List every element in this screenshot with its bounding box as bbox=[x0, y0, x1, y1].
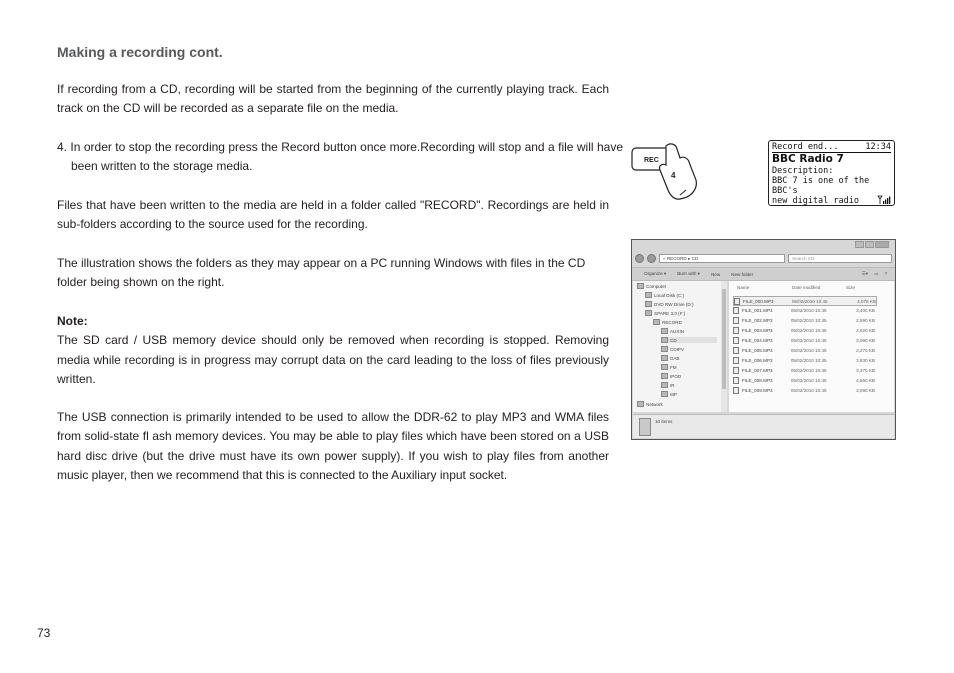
file-row[interactable]: FILE_001.MP3 05/02/2010 10:45 3,400 KB bbox=[733, 306, 875, 314]
record-button-illustration bbox=[630, 140, 702, 202]
tree-item-fm[interactable]: FM bbox=[661, 364, 677, 370]
file-list-pane bbox=[729, 281, 894, 412]
note-title: Note: bbox=[57, 314, 88, 328]
display-line-3: Description: bbox=[772, 166, 834, 176]
file-row[interactable]: FILE_006.MP3 05/02/2010 10:45 3,830 KB bbox=[733, 356, 875, 364]
tree-item-cd[interactable]: CD bbox=[661, 337, 717, 343]
navigation-pane bbox=[633, 281, 721, 412]
audio-file-icon bbox=[733, 347, 739, 354]
search-input[interactable]: Search CD bbox=[788, 254, 892, 263]
tree-item-dvd-drive[interactable]: DVD RW Drive (D:) bbox=[645, 301, 693, 307]
network-icon bbox=[637, 401, 644, 407]
item-count: 10 items bbox=[655, 419, 673, 424]
audio-file-icon bbox=[733, 367, 739, 374]
file-row[interactable]: FILE_007.MP3 05/02/2010 10:45 3,370 KB bbox=[733, 366, 875, 374]
burn-button[interactable]: Burn with ▾ bbox=[677, 271, 700, 276]
folder-icon bbox=[661, 391, 668, 397]
audio-file-icon bbox=[733, 357, 739, 364]
folder-icon bbox=[661, 364, 668, 370]
audio-file-icon bbox=[733, 307, 739, 314]
audio-file-icon bbox=[733, 317, 739, 324]
forward-button[interactable] bbox=[647, 254, 656, 263]
preview-pane-icon[interactable]: ▭ bbox=[874, 271, 879, 276]
tree-item-ir[interactable]: IR bbox=[661, 382, 675, 388]
note-body: The SD card / USB memory device should only be removed when recording is stopped. Removing media while recording is in progress may corrupt data on the card leading to the loss of files previously written. bbox=[57, 333, 609, 386]
tree-item-cdipv[interactable]: CDIPV bbox=[661, 346, 684, 352]
organize-button[interactable]: Organize ▾ bbox=[644, 271, 667, 276]
tree-item-auxin[interactable]: AUXIN bbox=[661, 328, 684, 334]
page-number: 73 bbox=[37, 626, 51, 640]
usb-drive-icon bbox=[645, 310, 652, 316]
tree-item-record[interactable]: RECORD bbox=[653, 319, 682, 325]
audio-file-icon bbox=[733, 377, 739, 384]
close-button[interactable] bbox=[875, 241, 889, 248]
note-block bbox=[57, 312, 609, 389]
step-number: 4 bbox=[671, 171, 676, 180]
tree-item-network[interactable]: Network bbox=[637, 401, 663, 407]
column-header-name[interactable]: Name bbox=[737, 285, 750, 290]
folder-icon bbox=[661, 373, 668, 379]
display-line-4: BBC 7 is one of the BBC's bbox=[772, 176, 870, 196]
audio-file-icon bbox=[733, 327, 739, 334]
file-row[interactable]: FILE_000.MP3 05/02/2010 10:45 4,076 KB bbox=[733, 296, 877, 306]
folder-icon bbox=[661, 328, 668, 334]
signal-strength-icon bbox=[877, 195, 891, 204]
display-line-5: new digital radio bbox=[772, 196, 859, 206]
display-status: Record end... bbox=[772, 142, 839, 152]
minimize-button[interactable] bbox=[855, 241, 864, 248]
record-folder-paragraph: Files that have been written to the media are held in a folder called "RECORD". Recordings are held in sub-folders according to the source used for the recording. bbox=[57, 198, 609, 232]
tree-item-spare-drive[interactable]: SPARE 3.0 (F:) bbox=[645, 310, 685, 316]
column-header-date[interactable]: Date modified bbox=[792, 285, 821, 290]
audio-file-icon bbox=[733, 337, 739, 344]
section-heading: Making a recording cont. bbox=[57, 44, 223, 60]
folder-icon bbox=[661, 382, 668, 388]
tree-item-ipod[interactable]: IPOD bbox=[661, 373, 681, 379]
drive-icon bbox=[645, 292, 652, 298]
radio-display bbox=[768, 140, 895, 206]
step-4-paragraph: 4. In order to stop the recording press the Record button once more.Recording will stop and a file will have been written to the storage media. bbox=[57, 140, 623, 174]
tree-item-computer[interactable]: Computer bbox=[637, 283, 666, 289]
window-titlebar bbox=[632, 240, 895, 252]
scrollbar-thumb[interactable] bbox=[722, 289, 726, 389]
dvd-drive-icon bbox=[645, 301, 652, 307]
address-bar[interactable]: « RECORD ▸ CD bbox=[659, 254, 785, 263]
file-row[interactable]: FILE_008.MP3 05/02/2010 10:45 4,550 KB bbox=[733, 376, 875, 384]
navigation-scrollbar[interactable] bbox=[721, 281, 727, 412]
help-icon[interactable]: ? bbox=[884, 271, 887, 276]
file-row[interactable]: FILE_009.MP3 05/02/2010 10:45 3,090 KB bbox=[733, 386, 875, 394]
explorer-toolbar bbox=[632, 267, 895, 281]
computer-icon bbox=[637, 283, 644, 289]
views-button[interactable]: ☰▾ bbox=[861, 271, 869, 276]
details-pane bbox=[633, 414, 894, 438]
audio-file-icon bbox=[733, 387, 739, 394]
audio-file-icon bbox=[734, 298, 740, 305]
folder-icon bbox=[653, 319, 660, 325]
display-time: 12:34 bbox=[865, 142, 891, 152]
file-row[interactable]: FILE_004.MP3 05/02/2010 10:45 3,090 KB bbox=[733, 336, 875, 344]
folder-icon bbox=[661, 355, 668, 361]
new-button[interactable]: New bbox=[710, 271, 721, 277]
rec-label: REC bbox=[644, 157, 659, 164]
maximize-button[interactable] bbox=[865, 241, 874, 248]
new-folder-button[interactable]: New folder bbox=[731, 271, 754, 277]
folder-icon bbox=[661, 346, 668, 352]
folder-icon bbox=[639, 418, 651, 436]
file-row[interactable]: FILE_002.MP3 05/02/2010 10:45 2,590 KB bbox=[733, 316, 875, 324]
tree-item-dab[interactable]: DAB bbox=[661, 355, 679, 361]
back-button[interactable] bbox=[635, 254, 644, 263]
illustration-paragraph: The illustration shows the folders as they may appear on a PC running Windows with files in the CD folder being shown on the right. bbox=[57, 256, 586, 290]
intro-paragraph: If recording from a CD, recording will be started from the beginning of the currently playing track. Each track on the CD will be recorded as a separate file on the media. bbox=[57, 82, 609, 116]
usb-paragraph: The USB connection is primarily intended to be used to allow the DDR-62 to play MP3 and WMA files from solid-state fl ash memory devices. You may be able to play files which have been stored on a USB hard disc drive (but the drive must have its own power supply). If you wish to play files from another music player, then we recommend that this is connected to the Auxiliary input socket. bbox=[57, 410, 609, 482]
file-row[interactable]: FILE_005.MP3 05/02/2010 10:45 2,270 KB bbox=[733, 346, 875, 354]
explorer-window bbox=[631, 239, 896, 440]
tree-item-local-disk[interactable]: Local Disk (C:) bbox=[645, 292, 684, 298]
folder-icon bbox=[661, 337, 668, 343]
column-header-size[interactable]: Size bbox=[846, 285, 855, 290]
display-station: BBC Radio 7 bbox=[772, 153, 844, 165]
tree-item-mp[interactable]: MP bbox=[661, 391, 677, 397]
file-row[interactable]: FILE_003.MP3 05/02/2010 10:45 2,020 KB bbox=[733, 326, 875, 334]
